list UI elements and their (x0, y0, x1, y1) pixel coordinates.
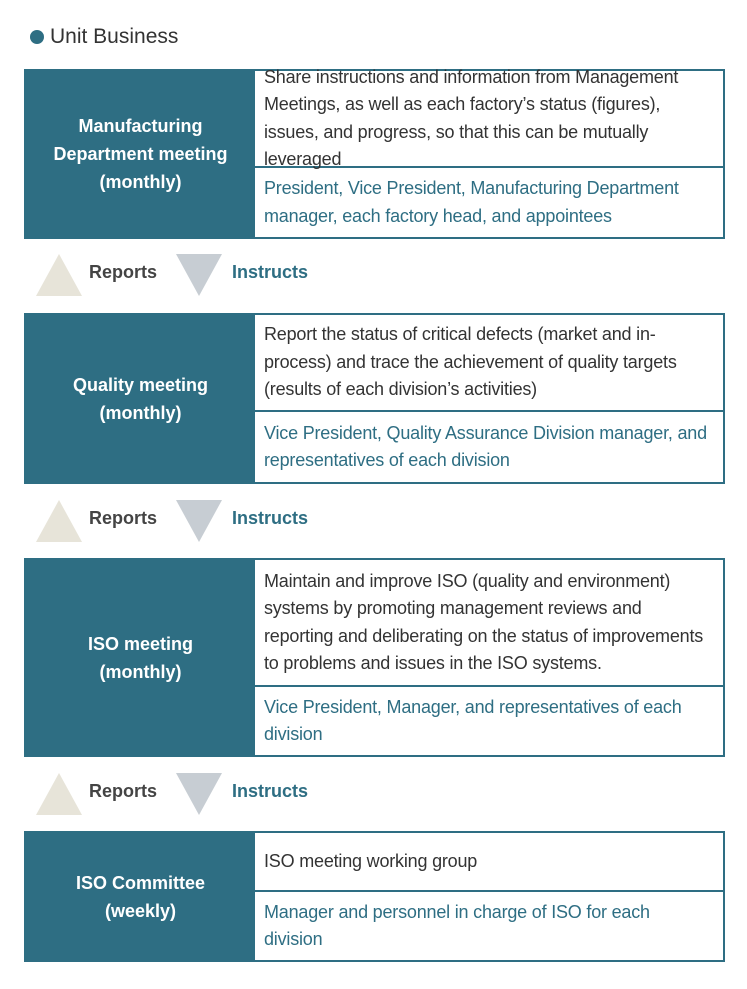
instructs-down-arrow-icon (176, 500, 222, 542)
reports-up-arrow-icon (36, 773, 82, 815)
meeting-description: Report the status of critical defects (market and in-process) and trace the achievement of quality targets (results of each division’s activities) (255, 315, 723, 412)
reports-label: Reports (89, 781, 158, 801)
meeting-block-iso-committee (24, 831, 725, 962)
reports-label: Reports (89, 262, 158, 282)
reports-up-arrow-icon (36, 254, 82, 296)
reports-label: Reports (89, 508, 158, 528)
meeting-members: Vice President, Quality Assurance Division manager, and representatives of each division (264, 422, 707, 470)
flow-connector (36, 498, 436, 546)
meeting-title: ISO Committee (weekly) (26, 833, 255, 960)
instructs-label: Instructs (232, 781, 309, 801)
meeting-title: ISO meeting (monthly) (26, 560, 255, 755)
flow-connector (36, 771, 436, 819)
meeting-block-iso-meeting (24, 558, 725, 757)
meeting-members: President, Vice President, Manufacturing Department manager, each factory head, and appointees (264, 178, 679, 226)
section-heading-text: Unit Business (50, 25, 179, 48)
meeting-description: Share instructions and information from Management Meetings, as well as each factory’s status (figures), issues, and progress, so that this can be mutually leveraged (255, 71, 723, 168)
instructs-down-arrow-icon (176, 773, 222, 815)
instructs-label: Instructs (232, 262, 309, 282)
section-heading (30, 23, 178, 51)
meeting-description: Maintain and improve ISO (quality and environment) systems by promoting management reviews and reporting and deliberating on the status of improvements to problems and issues in the ISO systems. (255, 560, 723, 687)
meeting-members: Manager and personnel in charge of ISO for each division (264, 901, 650, 949)
meeting-title: Manufacturing Department meeting (monthly) (26, 71, 255, 237)
reports-up-arrow-icon (36, 500, 82, 542)
meeting-block-manufacturing (24, 66, 725, 239)
meeting-description: ISO meeting working group (255, 833, 723, 892)
meeting-title: Quality meeting (monthly) (26, 315, 255, 482)
instructs-down-arrow-icon (176, 254, 222, 296)
meeting-members: Vice President, Manager, and representatives of each division (264, 696, 682, 744)
meeting-block-quality (24, 313, 725, 484)
instructs-label: Instructs (232, 508, 309, 528)
bullet-dot-icon (30, 30, 44, 44)
flow-connector (36, 252, 436, 300)
